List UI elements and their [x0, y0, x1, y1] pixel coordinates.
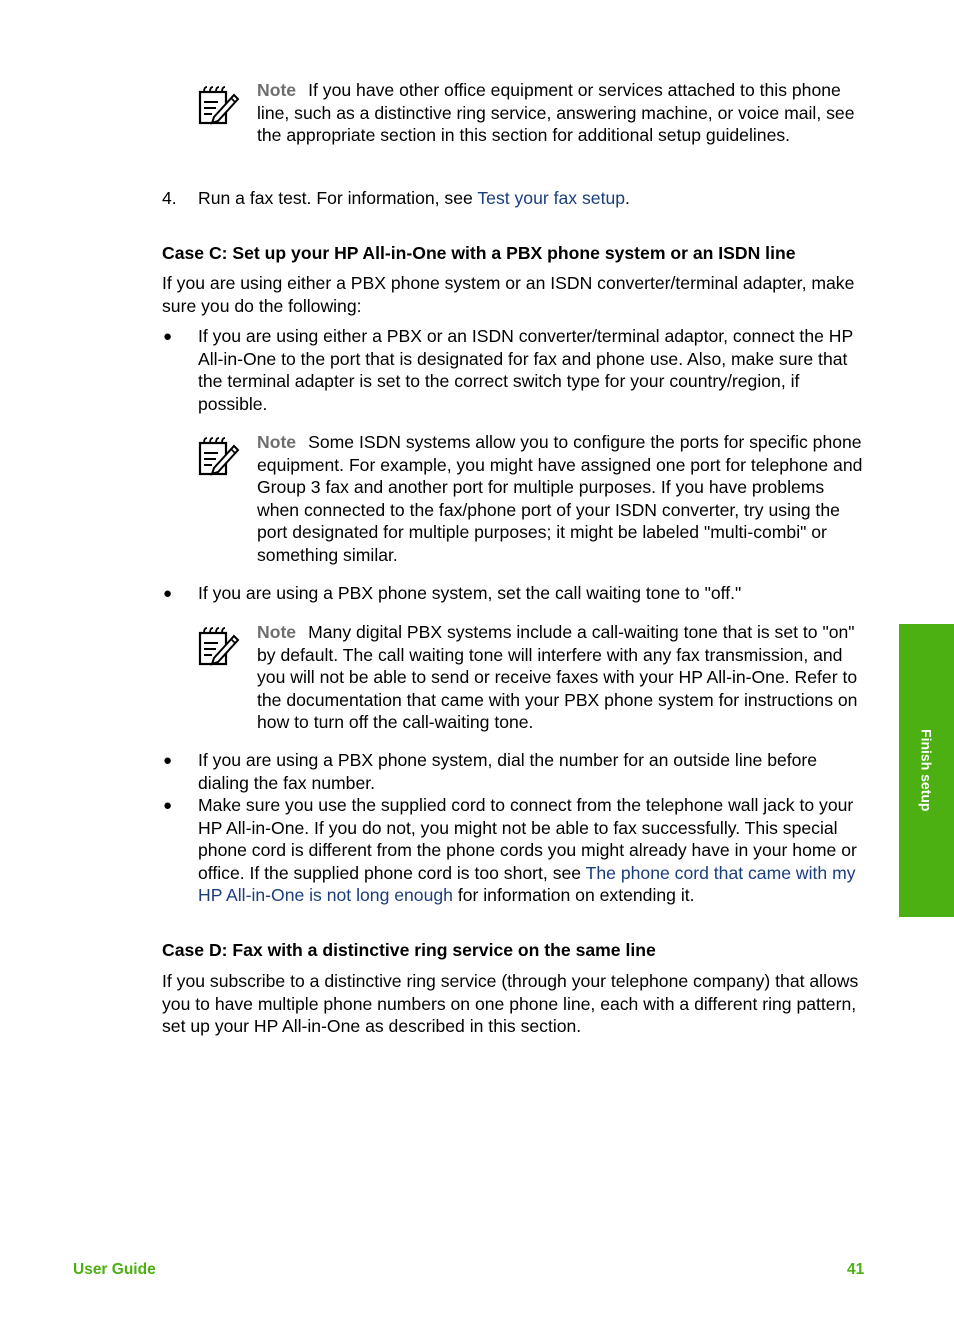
bullet-4-text: Make sure you use the supplied cord to connect from the telephone wall jack to your HP All-in-One. If you do not, you might not be able to fax successfully. This special phone cord is different from the phone cords you might already have in your home or office. If the supplied phone cord is too short, see — [198, 795, 857, 883]
side-tab-label-container — [899, 624, 954, 917]
bullet-item: If you are using a PBX phone system, dial the number for an outside line before dialing the fax number. — [198, 750, 818, 793]
side-tab-label: Finish setup — [918, 729, 935, 812]
step-4-end: . — [625, 188, 630, 208]
bullet-symbol: ● — [163, 585, 173, 602]
phone-cord-link[interactable]: The phone cord that came with my HP All-in-One is not long enough — [198, 862, 856, 905]
note-2 — [257, 431, 863, 566]
note-label: Note — [257, 622, 297, 642]
step-4 — [198, 187, 868, 210]
note-icon — [198, 626, 240, 668]
case-c-intro: If you are using either a PBX phone system or an ISDN converter/terminal adapter, make sure you do the following: — [162, 273, 855, 316]
footer-title: User Guide — [73, 1261, 156, 1278]
note-text: Some ISDN systems allow you to configure the ports for specific phone equipment. For example, you might have assigned one port for telephone and Group 3 fax and another port for multiple purposes. If you have problems when connected to the fax/phone port of your ISDN converter, try using the port designated for multiple purposes; it might be labeled "multi-combi" or something similar. — [257, 432, 863, 565]
page-number: 41 — [847, 1261, 865, 1278]
note-label: Note — [257, 80, 297, 100]
bullet-symbol: ● — [163, 797, 173, 814]
bullet-item: If you are using a PBX phone system, set the call waiting tone to "off." — [198, 583, 742, 603]
bullet-symbol: ● — [163, 752, 173, 769]
note-3 — [257, 621, 863, 734]
case-c-heading: Case C: Set up your HP All-in-One with a PBX phone system or an ISDN line — [162, 243, 796, 263]
note-text: If you have other office equipment or services attached to this phone line, such as a distinctive ring service, answering machine, or voice mail, see the appropriate section in this section for additional setup guidelines. — [257, 80, 855, 145]
test-fax-setup-link[interactable]: Test your fax setup — [477, 188, 626, 208]
note-icon — [198, 436, 240, 478]
bullet-item — [198, 794, 868, 907]
note-icon — [198, 85, 240, 127]
step-4-text: Run a fax test. For information, see — [198, 188, 478, 208]
bullet-item: If you are using either a PBX or an ISDN converter/terminal adaptor, connect the HP All-in-One to the port that is designated for fax and phone use. Also, make sure that the terminal adapter is set to the correct switch type for your country/region, if possible. — [198, 326, 853, 414]
case-d-intro: If you subscribe to a distinctive ring service (through your telephone company) that allows you to have multiple phone numbers on one phone line, each with a different ring pattern, set up your HP All-in-One as described in this section. — [162, 971, 859, 1036]
note-label: Note — [257, 432, 297, 452]
step-number: 4. — [162, 188, 177, 208]
bullet-4-end: for information on extending it. — [452, 885, 695, 905]
bullet-symbol: ● — [163, 328, 173, 345]
case-d-heading: Case D: Fax with a distinctive ring service on the same line — [162, 940, 656, 960]
note-1 — [257, 79, 863, 147]
note-text: Many digital PBX systems include a call-waiting tone that is set to "on" by default. The call waiting tone will interfere with any fax transmission, and you will not be able to send or receive faxes with your HP All-in-One. Refer to the documentation that came with your PBX phone system for instructions on how to turn off the call-waiting tone. — [257, 622, 858, 732]
